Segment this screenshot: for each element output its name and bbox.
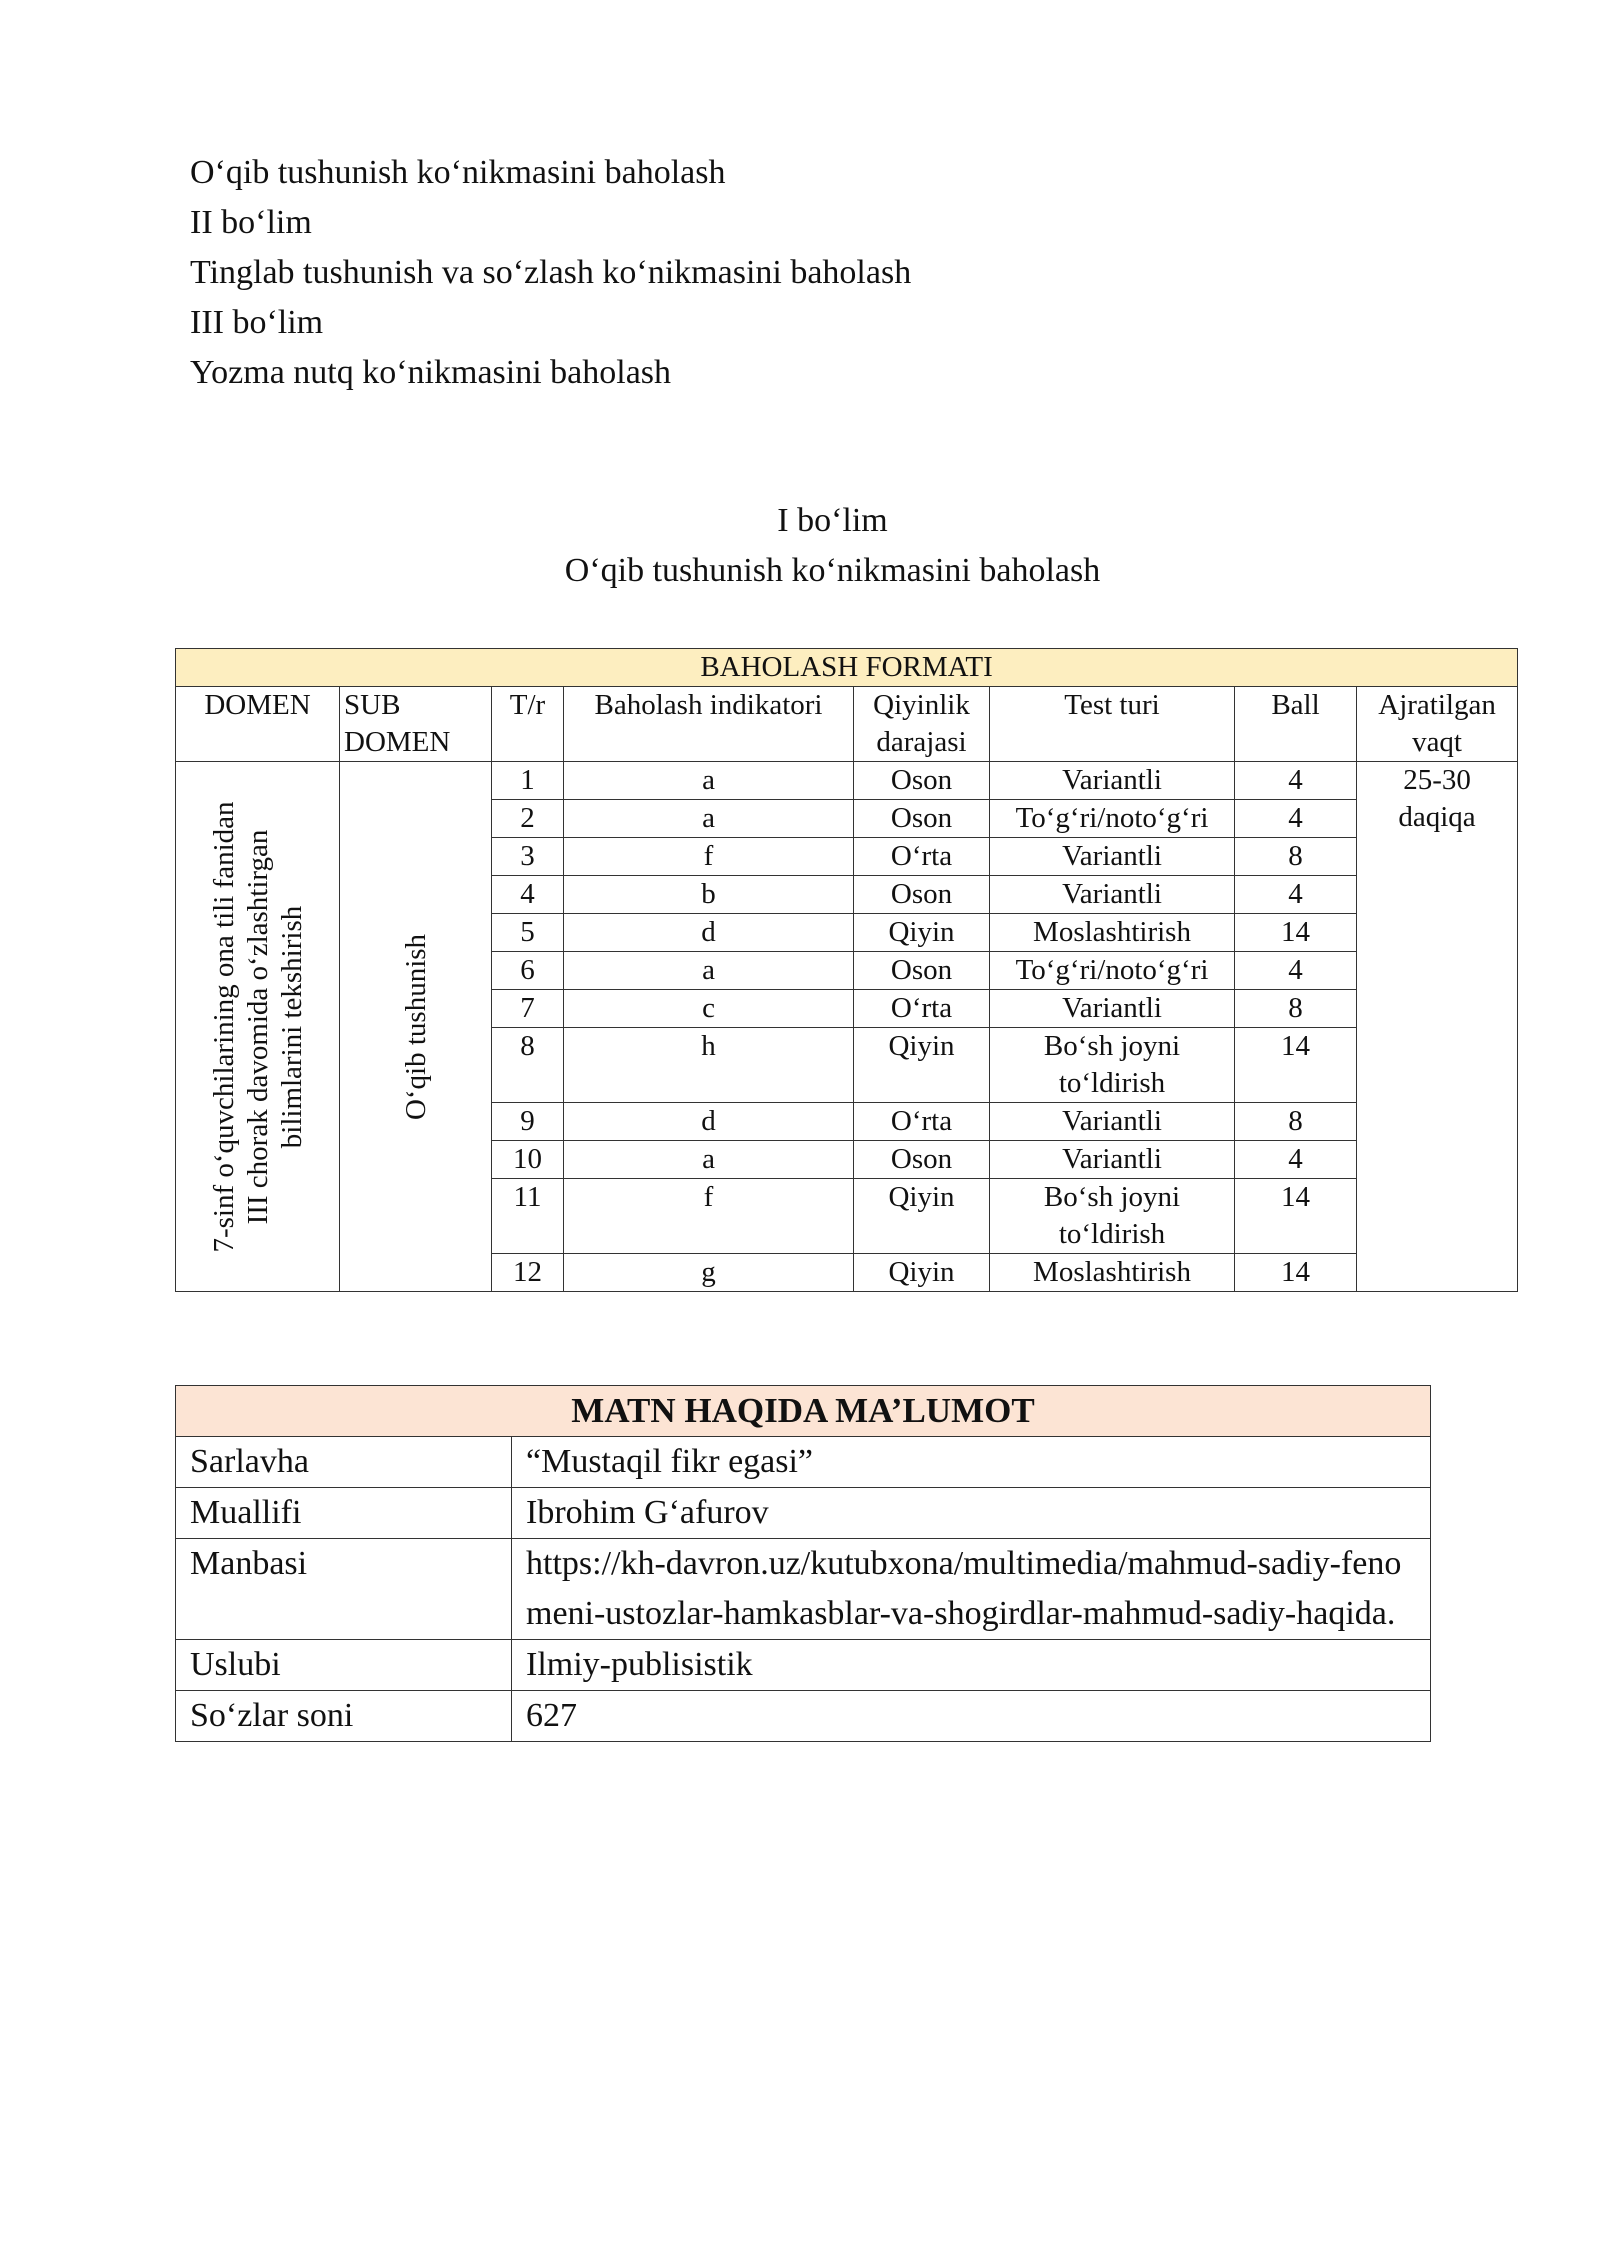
ball-cell: 4	[1235, 1141, 1357, 1179]
matn-table-title: MATN HAQIDA MA’LUMOT	[176, 1386, 1431, 1437]
test-turi-cell: Variantli	[990, 1103, 1235, 1141]
header-sub-domen: SUB DOMEN	[340, 687, 492, 762]
qiyinlik-cell: O‘rta	[854, 990, 990, 1028]
test-turi-cell: Bo‘sh joyni to‘ldirish	[990, 1179, 1235, 1254]
intro-lines	[190, 148, 911, 398]
baholash-formati-table	[175, 648, 1518, 1292]
ball-cell: 4	[1235, 876, 1357, 914]
matn-value-cell: https://kh-davron.uz/kutubxona/multimedia/mahmud-sadiy-fenomeni-ustozlar-hamkasblar-va-shogirdlar-mahmud-sadiy-haqida.	[512, 1539, 1431, 1640]
ajratilgan-vaqt-cell: 25-30 daqiqa	[1357, 762, 1518, 1292]
header-indikator: Baholash indikatori	[564, 687, 854, 762]
intro-line: II bo‘lim	[190, 204, 312, 241]
indikator-cell: g	[564, 1254, 854, 1292]
section-heading-line1: I bo‘lim	[777, 502, 888, 539]
qiyinlik-cell: Oson	[854, 762, 990, 800]
section-heading-line2: O‘qib tushunish ko‘nikmasini baholash	[564, 552, 1101, 589]
section-heading	[0, 496, 1600, 596]
ball-cell: 8	[1235, 1103, 1357, 1141]
header-qiyinlik: Qiyinlik darajasi	[854, 687, 990, 762]
row-number-cell: 10	[492, 1141, 564, 1179]
indikator-cell: b	[564, 876, 854, 914]
ball-cell: 8	[1235, 990, 1357, 1028]
domen-text-line: III chorak davomida o‘zlashtirgan	[241, 829, 274, 1224]
test-turi-cell: Variantli	[990, 1141, 1235, 1179]
matn-label-cell: So‘zlar soni	[176, 1691, 512, 1742]
qiyinlik-cell: Qiyin	[854, 914, 990, 952]
table-row	[176, 1488, 1431, 1539]
matn-label-cell: Sarlavha	[176, 1437, 512, 1488]
indikator-cell: a	[564, 1141, 854, 1179]
table-row	[176, 1640, 1431, 1691]
indikator-cell: a	[564, 762, 854, 800]
row-number-cell: 12	[492, 1254, 564, 1292]
header-vaqt: Ajratilgan vaqt	[1357, 687, 1518, 762]
indikator-cell: a	[564, 952, 854, 990]
row-number-cell: 7	[492, 990, 564, 1028]
qiyinlik-cell: Oson	[854, 876, 990, 914]
matn-label-cell: Uslubi	[176, 1640, 512, 1691]
qiyinlik-cell: Oson	[854, 1141, 990, 1179]
qiyinlik-cell: Oson	[854, 952, 990, 990]
test-turi-cell: Variantli	[990, 990, 1235, 1028]
indikator-cell: f	[564, 1179, 854, 1254]
matn-value-cell: Ilmiy-publisistik	[512, 1640, 1431, 1691]
format-table-title: BAHOLASH FORMATI	[176, 649, 1518, 687]
sub-domen-text: O‘qib tushunish	[399, 933, 432, 1120]
row-number-cell: 1	[492, 762, 564, 800]
sub-domen-cell	[340, 762, 492, 1292]
test-turi-cell: Bo‘sh joyni to‘ldirish	[990, 1028, 1235, 1103]
indikator-cell: d	[564, 1103, 854, 1141]
intro-line: Tinglab tushunish va so‘zlash ko‘nikmasini baholash	[190, 254, 912, 291]
intro-line: III bo‘lim	[190, 304, 324, 341]
ball-cell: 4	[1235, 952, 1357, 990]
table-row	[176, 1539, 1431, 1640]
domen-text-line: 7-sinf o‘quvchilarining ona tili fanidan	[207, 800, 240, 1253]
indikator-cell: f	[564, 838, 854, 876]
ball-cell: 14	[1235, 1028, 1357, 1103]
row-number-cell: 9	[492, 1103, 564, 1141]
matn-label-cell: Muallifi	[176, 1488, 512, 1539]
row-number-cell: 5	[492, 914, 564, 952]
indikator-cell: c	[564, 990, 854, 1028]
qiyinlik-cell: O‘rta	[854, 838, 990, 876]
qiyinlik-cell: Qiyin	[854, 1254, 990, 1292]
qiyinlik-cell: O‘rta	[854, 1103, 990, 1141]
ball-cell: 14	[1235, 914, 1357, 952]
table-row	[176, 1437, 1431, 1488]
row-number-cell: 8	[492, 1028, 564, 1103]
header-test-turi: Test turi	[990, 687, 1235, 762]
ball-cell: 14	[1235, 1179, 1357, 1254]
indikator-cell: h	[564, 1028, 854, 1103]
ball-cell: 14	[1235, 1254, 1357, 1292]
header-tr: T/r	[492, 687, 564, 762]
test-turi-cell: Moslashtirish	[990, 914, 1235, 952]
matn-value-cell: Ibrohim G‘afurov	[512, 1488, 1431, 1539]
test-turi-cell: Moslashtirish	[990, 1254, 1235, 1292]
qiyinlik-cell: Qiyin	[854, 1028, 990, 1103]
intro-line: O‘qib tushunish ko‘nikmasini baholash	[190, 154, 726, 191]
row-number-cell: 4	[492, 876, 564, 914]
ball-cell: 8	[1235, 838, 1357, 876]
row-number-cell: 11	[492, 1179, 564, 1254]
row-number-cell: 6	[492, 952, 564, 990]
header-ball: Ball	[1235, 687, 1357, 762]
intro-line: Yozma nutq ko‘nikmasini baholash	[190, 354, 672, 391]
domen-text-line: bilimlarini tekshirish	[275, 905, 308, 1148]
test-turi-cell: Variantli	[990, 838, 1235, 876]
qiyinlik-cell: Qiyin	[854, 1179, 990, 1254]
table-row	[176, 1691, 1431, 1742]
matn-value-cell: 627	[512, 1691, 1431, 1742]
test-turi-cell: Variantli	[990, 876, 1235, 914]
qiyinlik-cell: Oson	[854, 800, 990, 838]
matn-value-cell: “Mustaqil fikr egasi”	[512, 1437, 1431, 1488]
ball-cell: 4	[1235, 800, 1357, 838]
row-number-cell: 2	[492, 800, 564, 838]
header-domen: DOMEN	[176, 687, 340, 762]
indikator-cell: d	[564, 914, 854, 952]
indikator-cell: a	[564, 800, 854, 838]
test-turi-cell: To‘g‘ri/noto‘g‘ri	[990, 952, 1235, 990]
matn-haqida-table	[175, 1385, 1431, 1742]
test-turi-cell: Variantli	[990, 762, 1235, 800]
test-turi-cell: To‘g‘ri/noto‘g‘ri	[990, 800, 1235, 838]
table-row	[176, 762, 1518, 800]
ball-cell: 4	[1235, 762, 1357, 800]
matn-label-cell: Manbasi	[176, 1539, 512, 1640]
domen-cell	[176, 762, 340, 1292]
row-number-cell: 3	[492, 838, 564, 876]
